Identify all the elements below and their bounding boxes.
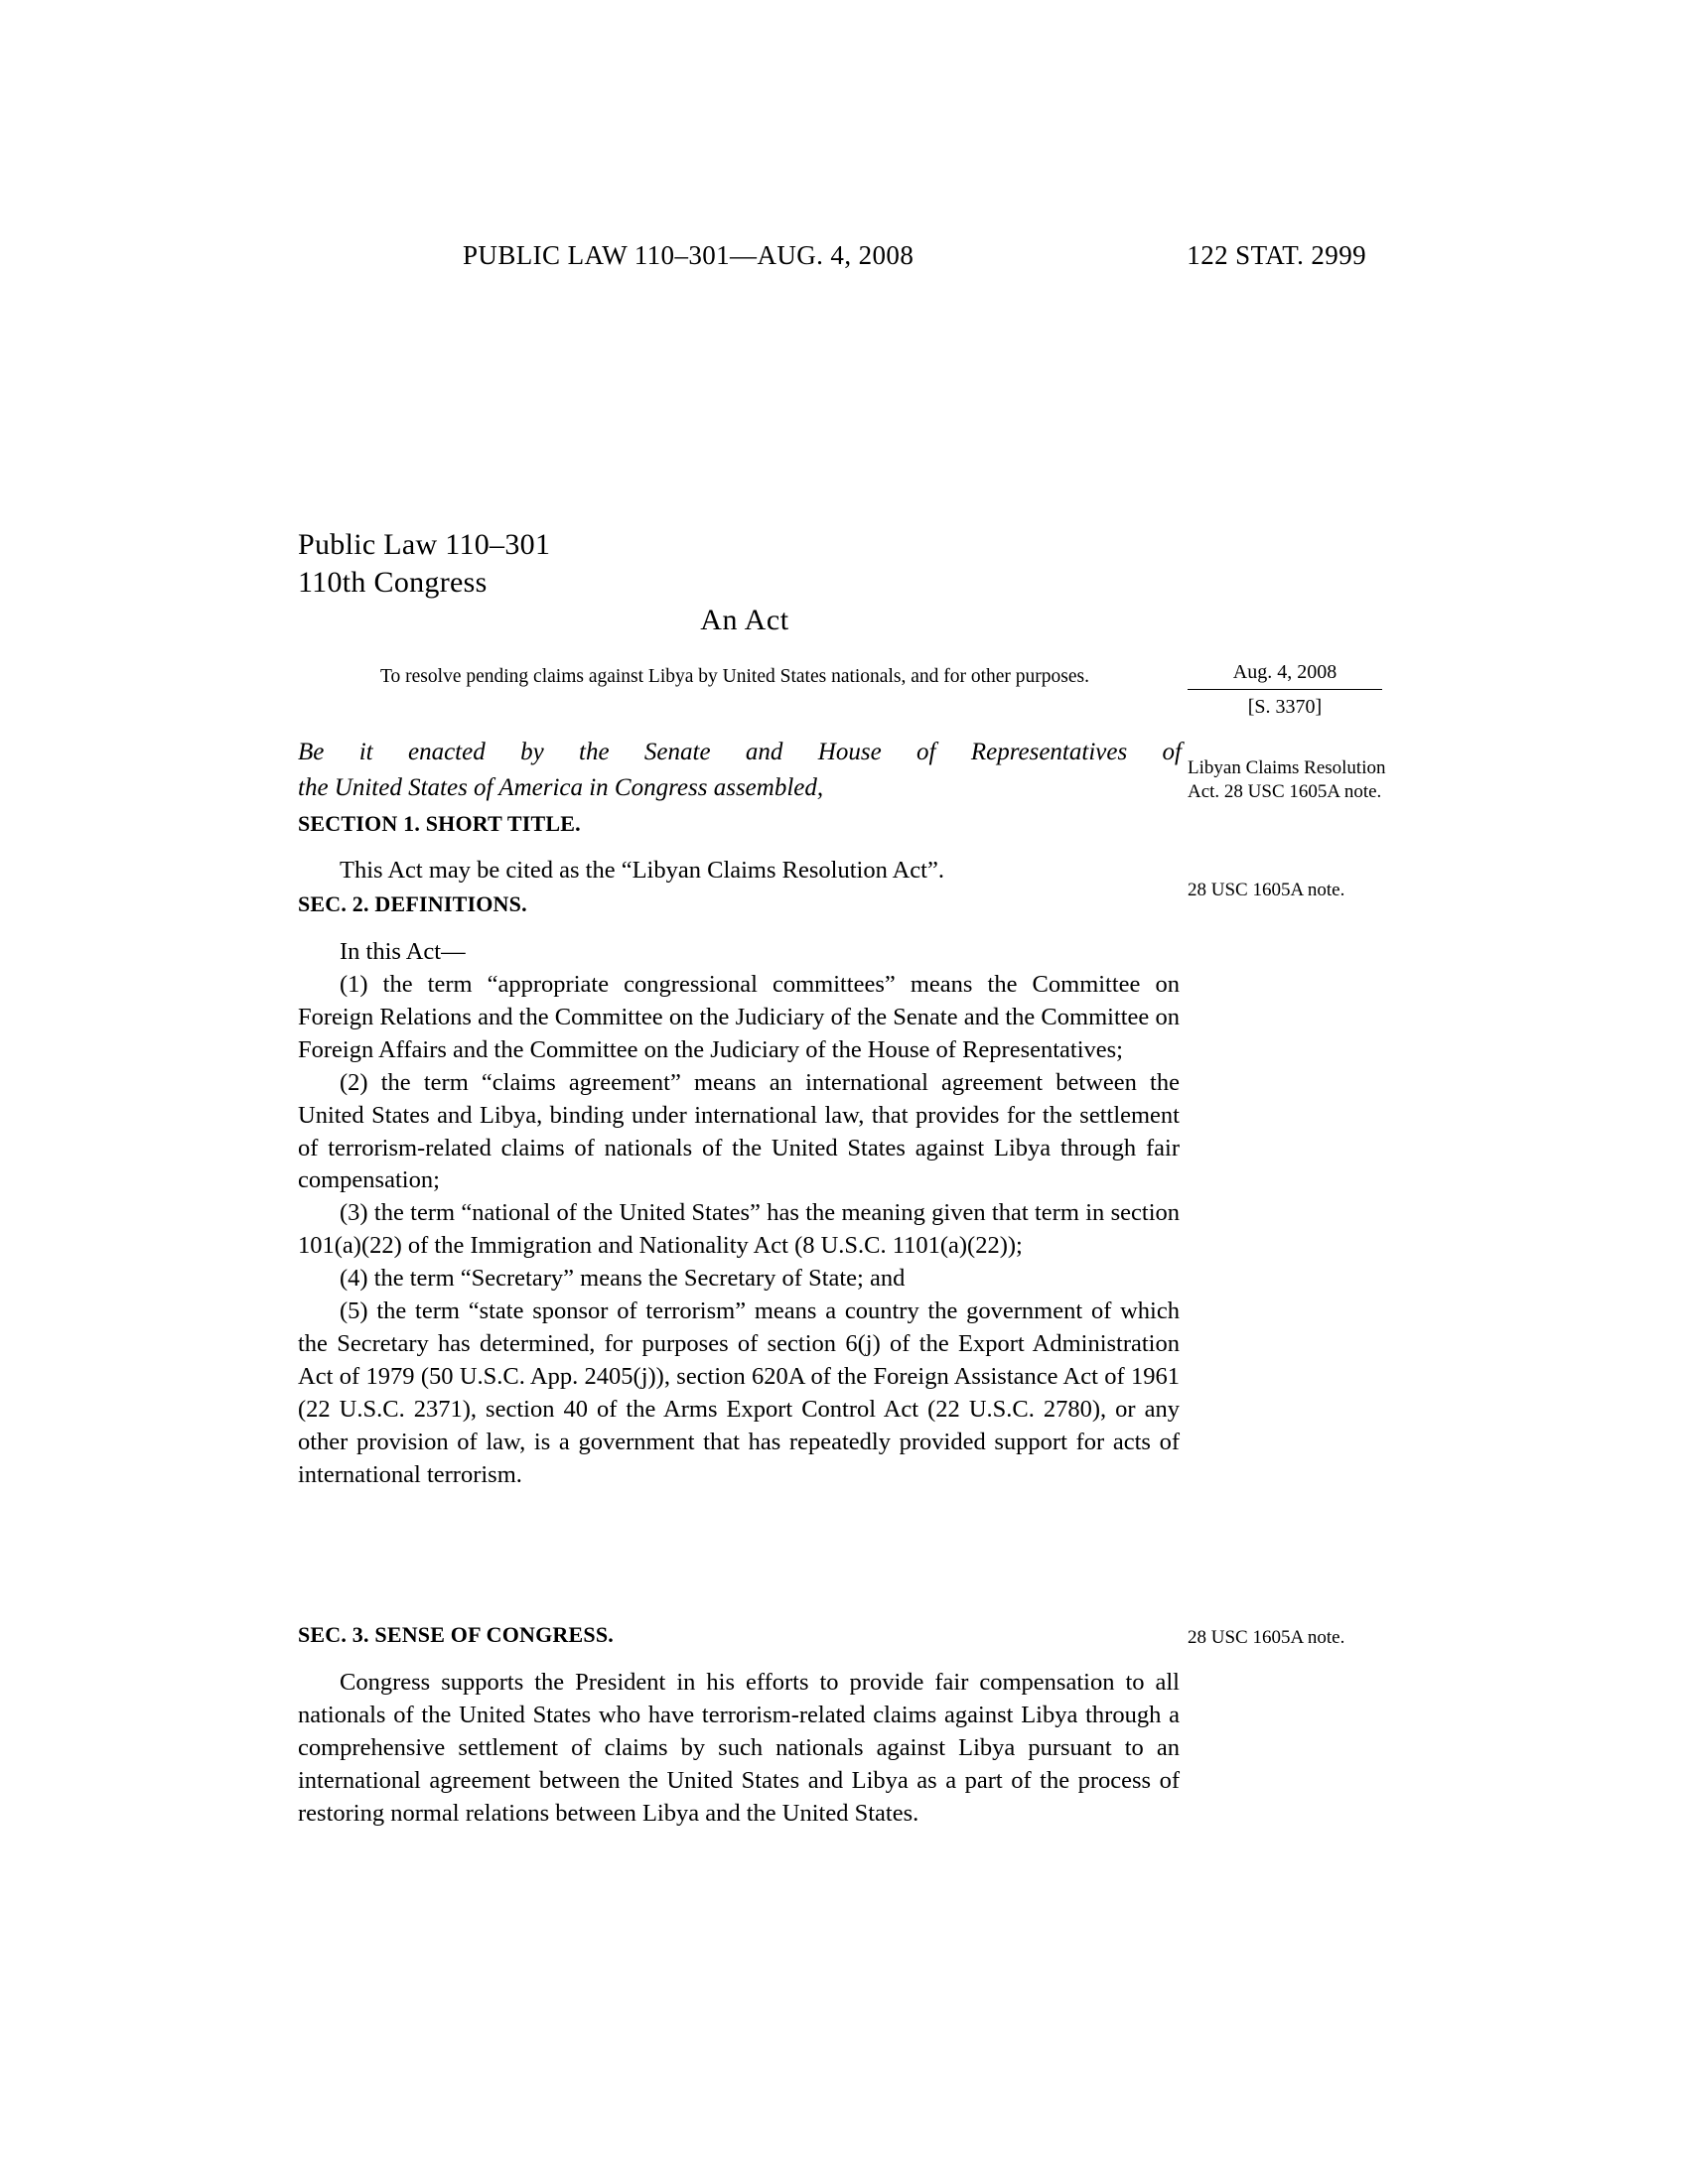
section-2-definition-3: (3) the term “national of the United States” has the meaning given that term in section 101(a)(22) of the Immigration and Nationality Act (8 U.S.C. 1101(a)(22)); [298,1199,1180,1260]
section-2-definition-4: (4) the term “Secretary” means the Secretary of State; and [340,1265,906,1293]
public-law-block [298,526,550,603]
congress-number: 110th Congress [298,566,488,600]
public-law-number: Public Law 110–301 [298,528,551,561]
running-head [463,240,1366,271]
section-2-intro: In this Act— [340,937,466,965]
long-title: To resolve pending claims against Libya by United States nationals, and for other purposes. [379,666,1090,687]
enacting-clause-line2: the United States of America in Congress assembled, [298,773,824,801]
section-2-definition-1: (1) the term “appropriate congressional committees” means the Committee on Foreign Relations and the Committee on the Judiciary of the Senate and the Committee on Foreign Affairs and the Committee on the Judiciary of the House of Representatives; [298,970,1180,1063]
section-2-definition-2: (2) the term “claims agreement” means an international agreement between the United States and Libya, binding under international law, that provides for the settlement of terrorism-related claims of nationals of the United States against Libya through fair compensation; [298,1068,1180,1194]
section-3-paragraph-1: Congress supports the President in his efforts to provide fair compensation to all nationals of the United States who have terrorism-related claims against Libya through a comprehensive settlement of claims by such nationals against Libya pursuant to an international agreement between the United States and Libya as a part of the process of restoring normal relations between Libya and the United States. [298,1668,1180,1827]
sidenote-sense-of-congress: 28 USC 1605A note. [1188,1627,1345,1648]
section-2 [298,889,1180,1492]
enacting-clause [298,735,1182,805]
section-2-definition-5: (5) the term “state sponsor of terrorism” means a country the government of which the Secretary has determined, for purposes of section 6(j) of the Export Administration Act of 1979 (50 U.S.C. App. 2405(j)), section 620A of the Foreign Assistance Act of 1961 (22 U.S.C. 2371), section 40 of the Arms Export Control Act (22 U.S.C. 2780), or any other provision of law, is a government that has repeatedly provided support for acts of international terrorism. [298,1297,1180,1488]
an-act-title: An Act [700,604,789,636]
section-1-heading: SECTION 1. SHORT TITLE. [298,811,581,836]
sidenote-short-title: Libyan Claims Resolution Act. 28 USC 1605A note. [1188,757,1386,803]
enacting-clause-line1: Be it enacted by the Senate and House of Representatives of [298,739,1182,765]
running-head-left: PUBLIC LAW 110–301—AUG. 4, 2008 [463,240,914,270]
approval-date-box [1188,658,1382,721]
bill-number: [S. 3370] [1247,696,1323,718]
sidenote-definitions: 28 USC 1605A note. [1188,880,1345,900]
approval-date: Aug. 4, 2008 [1232,661,1337,683]
section-3 [298,1620,1180,1831]
section-1-paragraph-1: This Act may be cited as the “Libyan Claims Resolution Act”. [340,856,944,884]
section-3-heading: SEC. 3. SENSE OF CONGRESS. [298,1622,614,1647]
section-2-heading: SEC. 2. DEFINITIONS. [298,891,527,916]
section-1 [298,809,1180,887]
date-box-rule [1188,689,1382,690]
running-head-right: 122 STAT. 2999 [1187,240,1366,270]
